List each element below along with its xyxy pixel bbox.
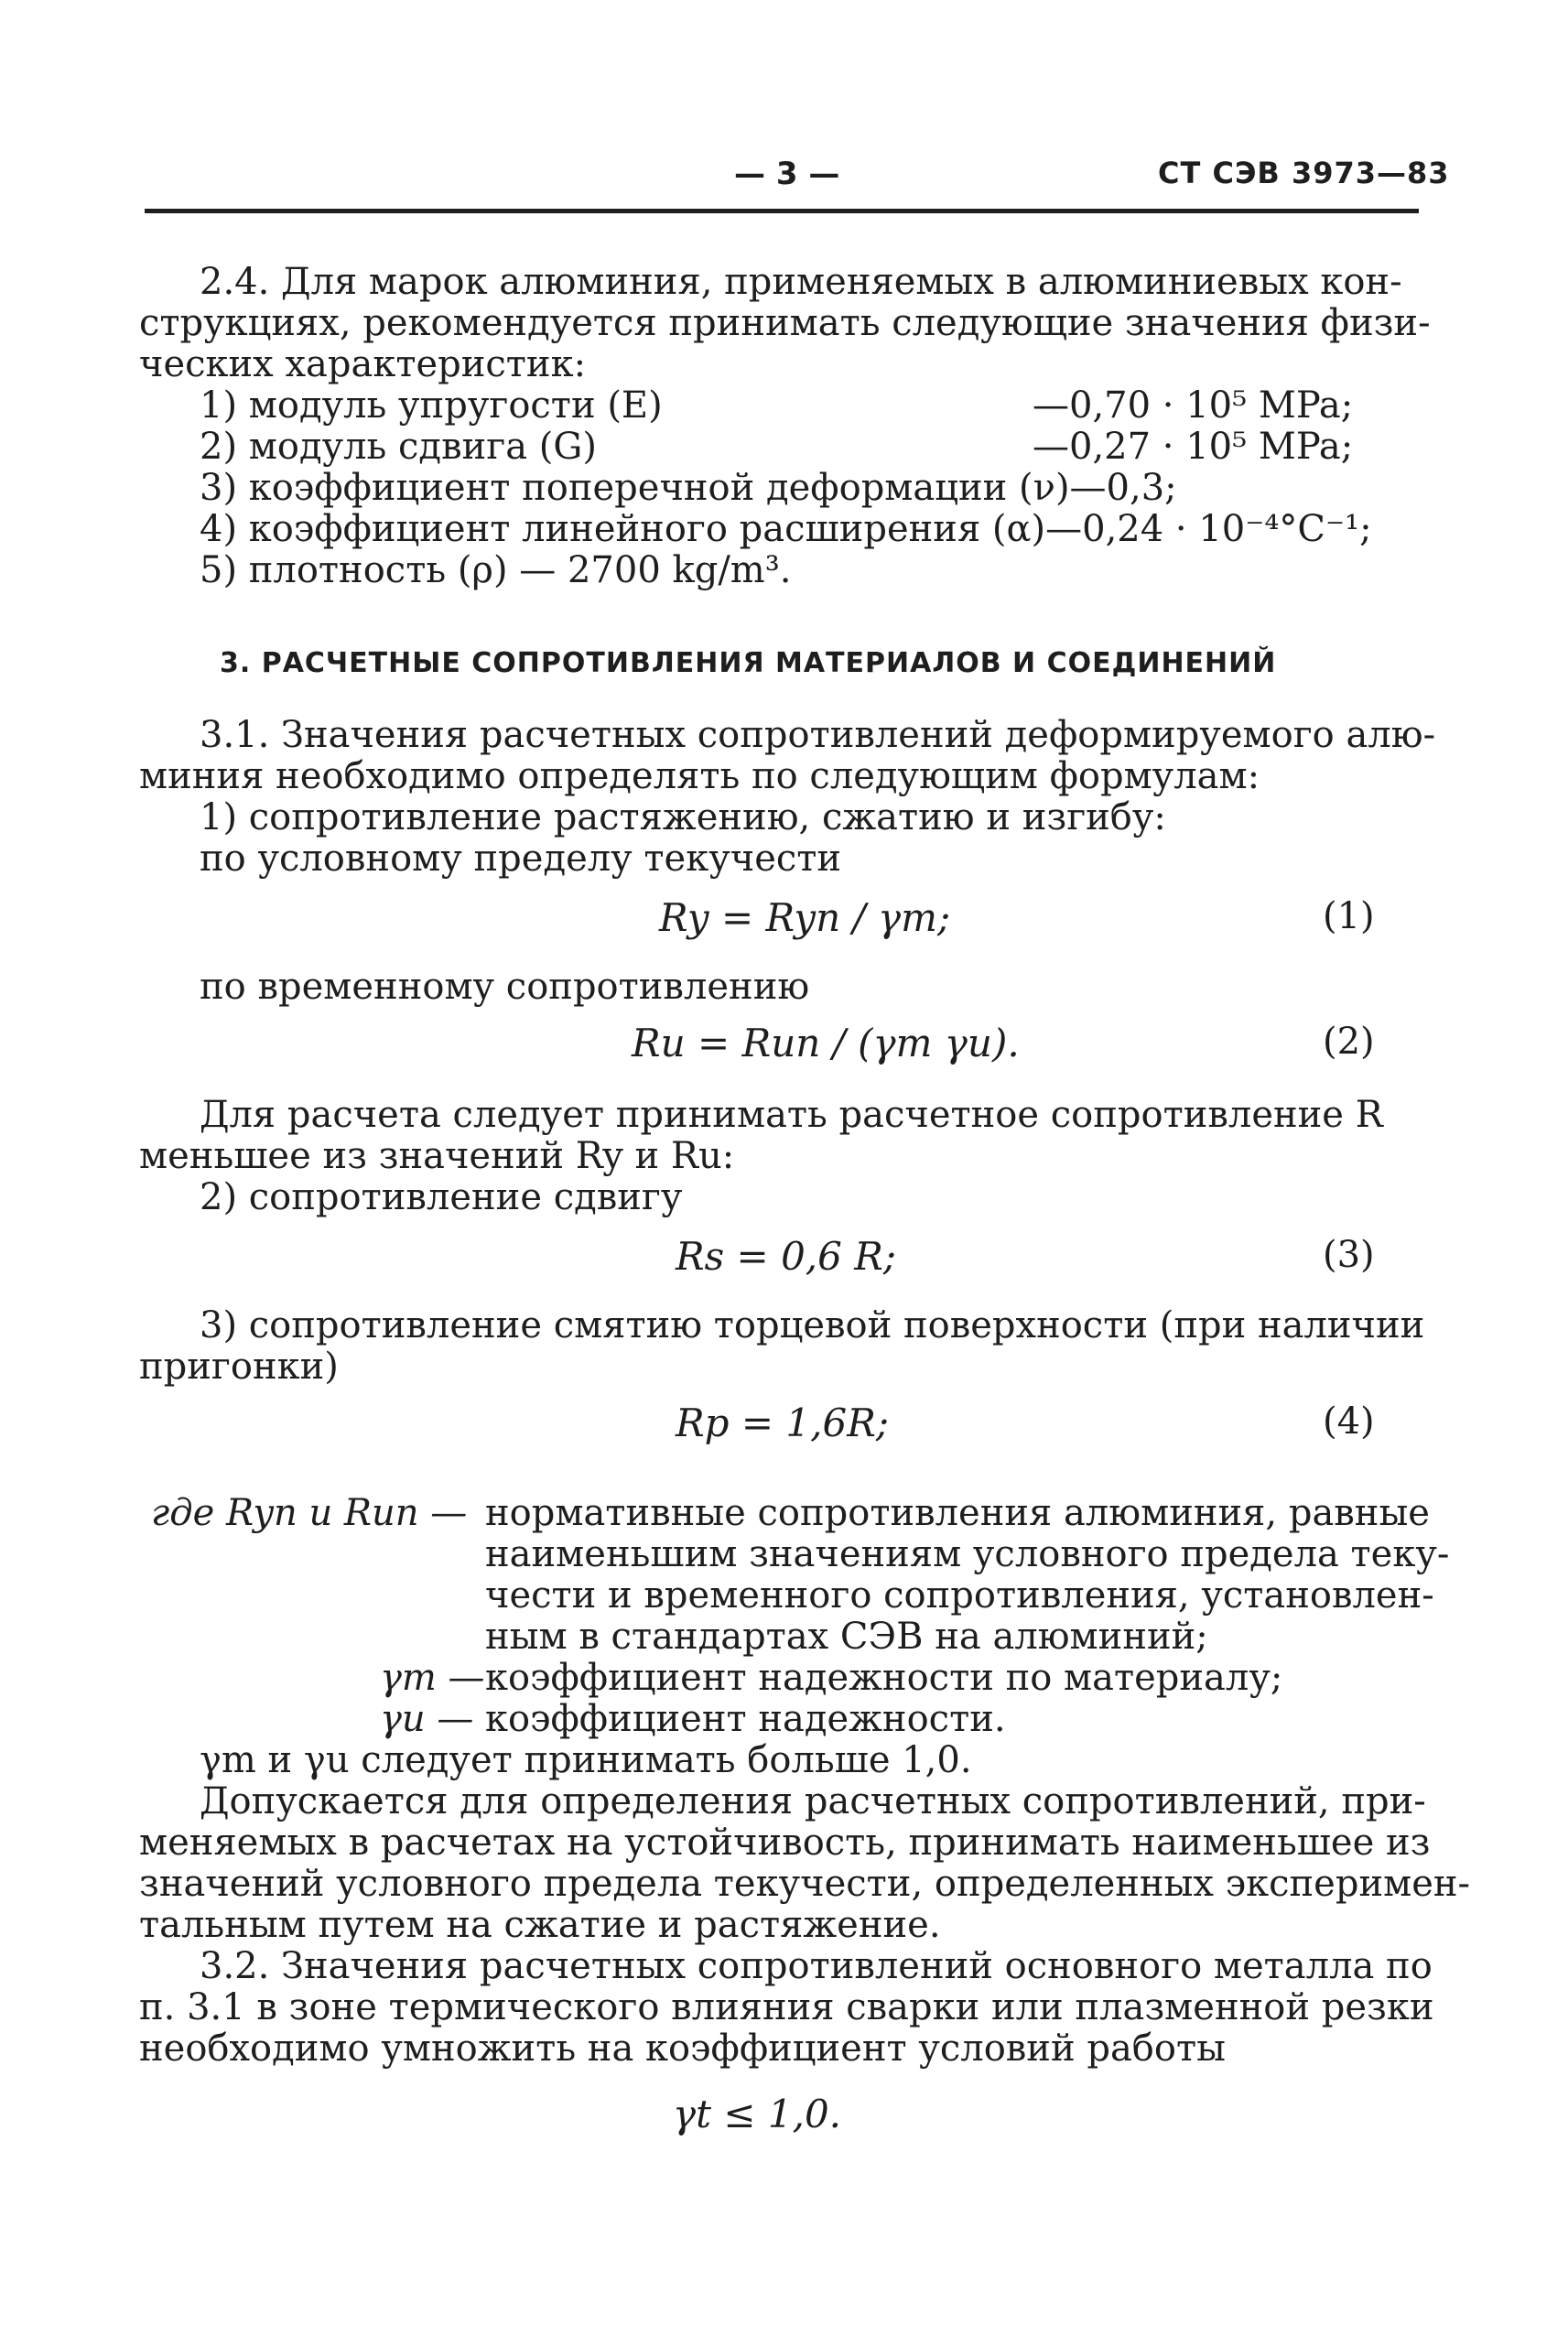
allowed-line-3: значений условного предела текучести, определенных эксперимен- [139,1863,1471,1905]
gamma-note: γm и γu следует принимать больше 1,0. [200,1739,972,1781]
p31-line-3: 1) сопротивление растяжению, сжатию и изгибу: [200,796,1166,838]
formula-1: Ry = Ryn / γm; [659,895,951,940]
formula-5: γt ≤ 1,0. [673,2092,842,2136]
property-item-3-label: 3) коэффициент поперечной деформации (ν)—0,3; [200,467,1177,509]
p-bearing-line-2: пригонки) [139,1346,339,1388]
gamma-m-text: коэффициент надежности по материалу; [485,1657,1283,1699]
where-line-3: чести и временного сопротивления, установлен- [485,1574,1434,1617]
text-after-formula-1: по временному сопротивлению [200,966,810,1008]
p24-line-1: 2.4. Для марок алюминия, применяемых в алюминиевых кон- [200,261,1402,303]
formula-1-number: (1) [1323,895,1375,937]
p32-line-1: 3.2. Значения расчетных сопротивлений основного металла по [200,1945,1433,1987]
where-symbols: где Ryn и Run — [151,1492,468,1534]
allowed-line-1: Допускается для определения расчетных сопротивлений, при- [200,1780,1426,1822]
p24-line-2: струкциях, рекомендуется принимать следующие значения физи- [139,302,1431,344]
formula-4-number: (4) [1323,1400,1375,1443]
where-line-4: ным в стандартах СЭВ на алюминий; [485,1616,1208,1658]
p-choose-line-1: Для расчета следует принимать расчетное сопротивление R [200,1094,1383,1136]
allowed-line-4: тальным путем на сжатие и растяжение. [139,1904,941,1946]
gamma-m-symbol: γm — [380,1657,485,1699]
p32-line-2: п. 3.1 в зоне термического влияния сварки или плазменной резки [139,1986,1434,2028]
p32-line-3: необходимо умножить на коэффициент условий работы [139,2028,1226,2070]
p-choose-line-2: меньшее из значений Ry и Ru: [139,1135,735,1177]
property-item-5-label: 5) плотность (ρ) — 2700 kg/m³. [200,549,792,591]
gamma-u-text: коэффициент надежности. [485,1698,1006,1740]
p-bearing-line-1: 3) сопротивление смятию торцевой поверхности (при наличии [200,1304,1425,1346]
standard-code: СТ СЭВ 3973—83 [1158,156,1450,190]
gamma-u-symbol: γu — [380,1698,474,1740]
property-item-2-label: 2) модуль сдвига (G) [200,426,597,468]
p24-line-3: ческих характеристик: [139,343,587,385]
p31-line-2: миния необходимо определять по следующим формулам: [139,755,1260,797]
section-3-heading: 3. РАСЧЕТНЫЕ СОПРОТИВЛЕНИЯ МАТЕРИАЛОВ И СОЕДИНЕНИЙ [220,647,1277,679]
formula-3: Rs = 0,6 R; [676,1234,896,1279]
p31-line-4: по условному пределу текучести [200,838,842,880]
property-item-2-value: —0,27 · 10⁵ MPa; [1033,426,1354,468]
allowed-line-2: меняемых в расчетах на устойчивость, принимать наименьшее из [139,1822,1431,1864]
header-rule [145,209,1419,213]
where-line-1: нормативные сопротивления алюминия, равные [485,1492,1430,1534]
p-choose-line-3: 2) сопротивление сдвигу [200,1176,683,1218]
formula-2: Ru = Run / (γm γu). [632,1021,1020,1065]
property-item-4-label: 4) коэффициент линейного расширения (α)—0,24 · 10⁻⁴°C⁻¹; [200,508,1372,550]
property-item-1-label: 1) модуль упругости (E) [200,384,663,427]
formula-3-number: (3) [1323,1234,1375,1276]
where-line-2: наименьшим значениям условного предела теку- [485,1533,1450,1575]
page-number: — 3 — [734,156,840,192]
p31-line-1: 3.1. Значения расчетных сопротивлений деформируемого алю- [200,714,1436,756]
property-item-1-value: —0,70 · 10⁵ MPa; [1033,384,1354,427]
formula-4: Rp = 1,6R; [676,1400,889,1445]
formula-2-number: (2) [1323,1021,1375,1063]
